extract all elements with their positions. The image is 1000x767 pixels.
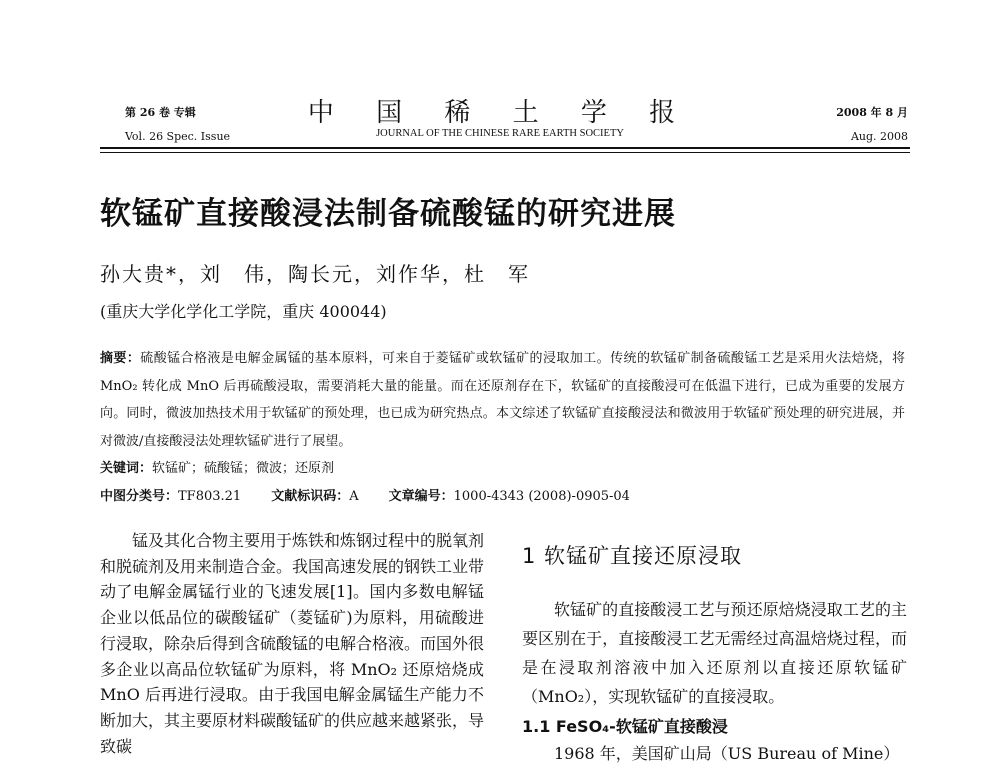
section-1-paragraph: 软锰矿的直接酸浸工艺与预还原焙烧浸取工艺的主要区别在于，直接酸浸工艺无需经过高温焙烧过程，而是在浸取剂溶液中加入还原剂以直接还原软锰矿（MnO₂），实现软锰矿的直接浸取。 [522, 600, 907, 706]
keywords-label: 关键词： [100, 461, 153, 476]
subsection-1-1-paragraph: 1968 年，美国矿山局（US Bureau of Mine） [554, 744, 900, 763]
author-list: 孙大贵*，刘 伟，陶长元，刘作华，杜 军 [100, 262, 530, 286]
classification-line [100, 485, 630, 504]
affiliation: (重庆大学化学化工学院，重庆 400044) [100, 302, 387, 321]
issue-date-cn: 2008 年 8 月 [836, 106, 908, 119]
section-1-title: 1 软锰矿直接还原浸取 [522, 544, 743, 568]
body-right-column [522, 540, 907, 767]
keywords-text: 软锰矿；硫酸锰；微波；还原剂 [152, 461, 335, 476]
doc-code-value: A [349, 489, 359, 504]
volume-en: Vol. 26 Spec. Issue [125, 130, 231, 143]
header-rule-thin [100, 152, 910, 153]
clc-value: TF803.21 [178, 489, 242, 504]
article-number-label: 文章编号： [388, 489, 454, 504]
article-number-value: 1000-4343 (2008)-0905-04 [453, 489, 630, 504]
clc-label: 中图分类号： [100, 489, 179, 504]
doc-code-label: 文献标识码： [271, 489, 350, 504]
paper-title: 软锰矿直接酸浸法制备硫酸锰的研究进展 [100, 196, 676, 232]
abstract-label: 摘要： [100, 351, 141, 366]
journal-name-en: JOURNAL OF THE CHINESE RARE EARTH SOCIETY [376, 128, 624, 139]
header-rule-thick [100, 147, 910, 149]
volume-cn: 第 26 卷 专辑 [125, 106, 196, 119]
subsection-1-1-title: 1.1 FeSO₄-软锰矿直接酸浸 [522, 717, 728, 736]
keywords [100, 457, 334, 476]
body-left-column: 锰及其化合物主要用于炼铁和炼钢过程中的脱氧剂和脱硫剂及用来制造合金。我国高速发展的钢铁工业带动了电解金属锰行业的飞速发展[1]。国内多数电解锰企业以低品位的碳酸锰矿（菱锰矿)为原料，用硫酸进行浸取，除杂后得到含硫酸锰的电解合格液。而国外很多企业以高品位软锰矿为原料，将 MnO₂ 还原焙烧成 MnO 后再进行浸取。由于我国电解金属锰生产能力不断加大，其主要原材料碳酸锰矿的供应越来越紧张，导致碳 [100, 531, 484, 756]
issue-date-en: Aug. 2008 [850, 130, 908, 143]
journal-name-cn: 中 国 稀 土 学 报 [307, 98, 693, 128]
abstract [100, 345, 905, 455]
abstract-text: 硫酸锰合格液是电解金属锰的基本原料，可来自于菱锰矿或软锰矿的浸取加工。传统的软锰矿制备硫酸锰工艺是采用火法焙烧，将 MnO₂ 转化成 MnO 后再硫酸浸取，需要消耗大量的能量。而在还原剂存在下，软锰矿的直接酸浸可在低温下进行，已成为重要的发展方向。同时，微波加热技术用于软锰矿的预处理，也已成为研究热点。本文综述了软锰矿直接酸浸法和微波用于软锰矿预处理的研究进展，并对微波/直接酸浸法处理软锰矿进行了展望。 [100, 351, 905, 449]
